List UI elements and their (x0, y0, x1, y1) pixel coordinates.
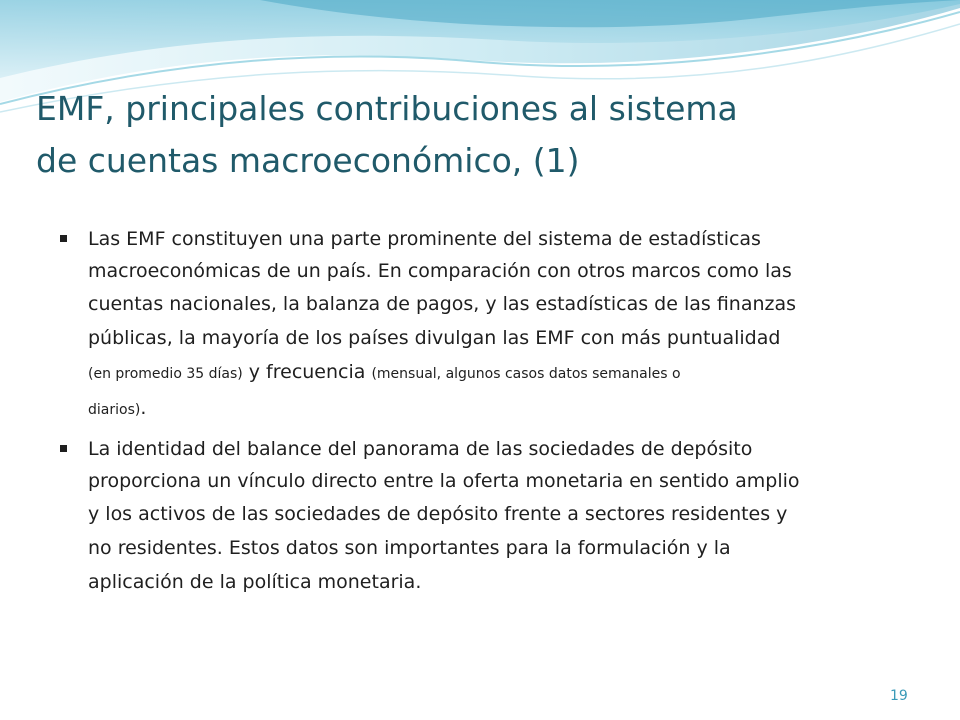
bullet-2-line-5: aplicación de la política monetaria. (88, 571, 422, 593)
bullet-1-line-5 (88, 355, 920, 391)
bullet-item-emf-prominence (60, 223, 920, 427)
bullet-2-line-2: proporciona un vínculo directo entre la oferta monetaria en sentido amplio (88, 470, 800, 492)
bullet-1-line-6 (88, 391, 920, 427)
slide-title-line-2: de cuentas macroeconómico, (1) (36, 141, 580, 180)
bullet-1-frequency-detail: (mensual, algunos casos datos semanales o (371, 366, 681, 382)
bullet-1-line-3: cuentas nacionales, la balanza de pagos, y las estadísticas de las finanzas (88, 293, 797, 315)
bullet-2-line-4: no residentes. Estos datos son importantes para la formulación y la (88, 537, 731, 559)
bullet-1-line-2: macroeconómicas de un país. En comparación con otros marcos como las (88, 260, 792, 282)
bullet-1-line-1: Las EMF constituyen una parte prominente del sistema de estadísticas (88, 228, 761, 250)
bullet-2-line-1: La identidad del balance del panorama de las sociedades de depósito (88, 438, 753, 460)
bullet-1-average-days: (en promedio 35 días) (88, 366, 243, 382)
bullet-1-frequency: y frecuencia (242, 361, 372, 383)
bullet-list (60, 223, 920, 599)
square-bullet-icon (60, 235, 67, 242)
page-number: 19 (890, 688, 908, 704)
square-bullet-icon (60, 445, 67, 452)
bullet-1-daily: diarios) (88, 402, 141, 418)
slide-title (36, 83, 936, 187)
bullet-1-line-4: públicas, la mayoría de los países divulgan las EMF con más puntualidad (88, 327, 781, 349)
bullet-2-line-3: y los activos de las sociedades de depósito frente a sectores residentes y (88, 503, 788, 525)
slide-title-line-1: EMF, principales contribuciones al sistema (36, 89, 738, 128)
bullet-1-period: . (140, 397, 147, 419)
bullet-item-balance-identity (60, 433, 920, 599)
